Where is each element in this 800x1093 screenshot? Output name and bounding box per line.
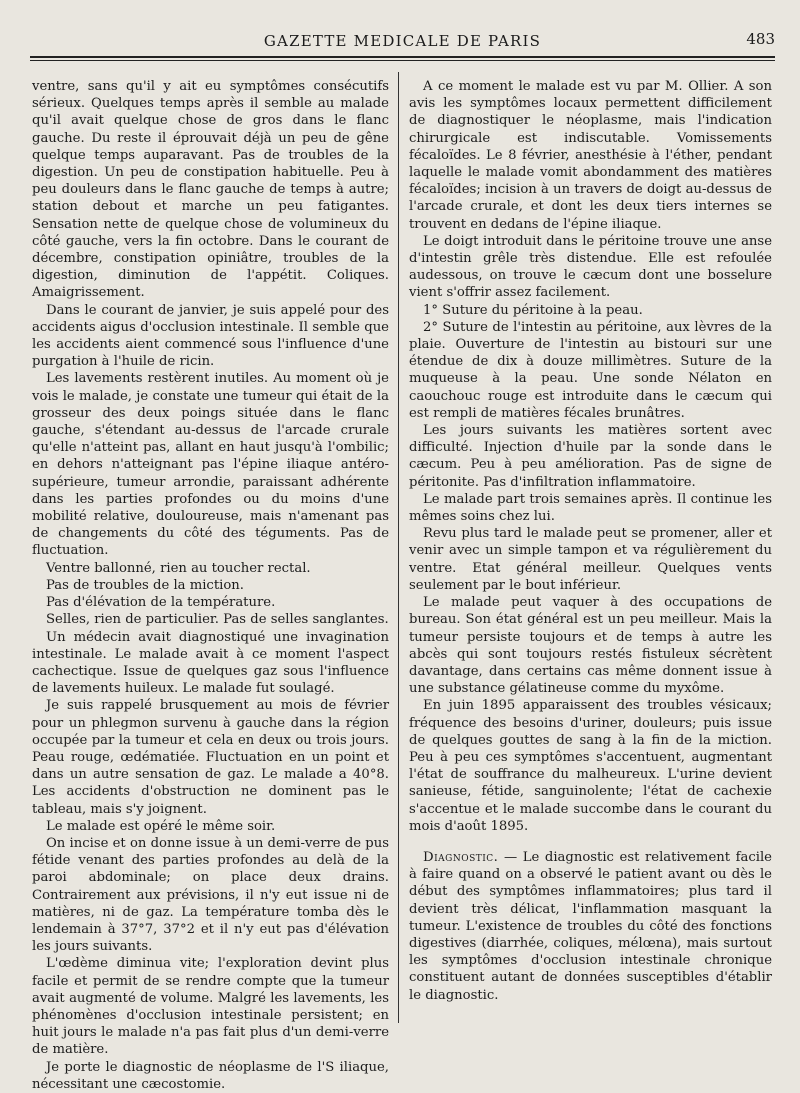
diagnostic-paragraph xyxy=(409,849,772,1004)
paragraph: En juin 1895 apparaissent des troubles vésicaux; fréquence des besoins d'uriner, douleurs; puis issue de quelques gouttes de sang à la fin de la miction. Peu à peu ces symptômes s'accentuent, augmentant l'état de souffrance du malheureux. L'urine devient sanieuse, fétide, sanguinolente; l'état de cachexie s'accentue et le malade succombe dans le courant du mois d'août 1895. xyxy=(409,698,772,834)
page-header xyxy=(30,28,775,50)
paragraph: Le doigt introduit dans le péritoine trouve une anse d'intestin grêle très distendue. Elle est refoulée audessous, on trouve le cæcum dont une bosselure vient s'offrir assez facilement. xyxy=(409,233,772,301)
paragraph: Pas d'élévation de la température. xyxy=(46,595,276,611)
page-number: 483 xyxy=(746,30,775,48)
diagnostic-heading: Diagnostic. xyxy=(423,849,499,865)
left-column xyxy=(32,78,389,1092)
paragraph: Pas de troubles de la miction. xyxy=(46,577,244,593)
paragraph: Un médecin avait diagnostiqué une invagination intestinale. Le malade avait à ce moment l'aspect cachectique. Issue de quelques gaz sous l'influence de lavements huileux. Le malade fut soulagé. xyxy=(32,629,389,697)
paragraph: 2° Suture de l'intestin au péritoine, aux lèvres de la plaie. Ouverture de l'intestin au bistouri sur une étendue de dix à douze millimètres. Suture de la muqueuse à la peau. Une sonde Nélaton en caouchouc rouge est introduite dans le cæcum qui est rempli de matières fécales brunâtres. xyxy=(409,319,772,421)
paragraph: Je porte le diagnostic de néoplasme de l'S iliaque, nécessitant une cæcostomie. xyxy=(32,1059,389,1092)
paragraph: A ce moment le malade est vu par M. Ollier. A son avis les symptômes locaux permettent difficilement de diagnostiquer le néoplasme, mais l'indication chirurgicale est indiscutable. Vomissements fécaloïdes. Le 8 février, anesthésie à l'éther, pendant laquelle le malade vomit abondamment des matières fécaloïdes; incision à un travers de doigt au-dessus de l'arcade crurale, et dont les deux tiers internes se trouvent en dedans de l'épine iliaque. xyxy=(409,79,772,232)
paragraph: Revu plus tard le malade peut se promener, aller et venir avec un simple tampon et va régulièrement du ventre. Etat général meilleur. Quelques vents seulement par le bout inférieur. xyxy=(409,526,772,593)
header-rule-thin xyxy=(30,60,775,61)
right-column xyxy=(409,78,772,1039)
paragraph: 1° Suture du péritoine à la peau. xyxy=(423,302,643,318)
diagnostic-text: — Le diagnostic est relativement facile à faire quand on a observé le patient avant ou dès le début des symptômes inflammatoires; plus tard il devient très délicat, l'inflammation masquant la tumeur. L'existence de troubles du côté des fonctions digestives (diarrhée, coliques, mélœna), mais surtout les symptômes d'occlusion intestinale chronique constituent autant de données susceptibles d'établir le diagnostic. xyxy=(409,849,772,1003)
paragraph: Ventre ballonné, rien au toucher rectal. xyxy=(46,560,311,576)
paragraph: Dans le courant de janvier, je suis appelé pour des accidents aigus d'occlusion intestinale. Il semble que les accidents aient commencé sous l'influence d'une purgation à l'huile de ricin. xyxy=(32,302,389,370)
paragraph: ventre, sans qu'il y ait eu symptômes consécutifs sérieux. Quelques temps après il semble au malade qu'il avait quelque chose de gros dans le flanc gauche. Du reste il éprouvait déjà un peu de gêne quelque temps auparavant. Pas de troubles de la digestion. Un peu de constipation habituelle. Peu à peu douleurs dans le flanc gauche de temps à autre; station debout et marche un peu fatigantes. Sensation nette de quelque chose de volumineux du côté gauche, vers la fin octobre. Dans le courant de décembre, constipation opiniâtre, troubles de la digestion, diminution de l'appétit. Coliques. Amaigrissement. xyxy=(32,79,389,301)
header-rule-thick xyxy=(30,56,775,58)
paragraph: Les jours suivants les matières sortent avec difficulté. Injection d'huile par la sonde dans le cæcum. Peu à peu amélioration. Pas de signe de péritonite. Pas d'infiltration inflammatoire. xyxy=(409,423,772,490)
paragraph: L'œdème diminua vite; l'exploration devint plus facile et permit de se rendre compte que la tumeur avait augmenté de volume. Malgré les lavements, les phénomènes d'occlusion intestinale persistent; en huit jours le malade n'a pas fait plus d'un demi-verre de matière. xyxy=(32,956,389,1058)
paragraph: Je suis rappelé brusquement au mois de février pour un phlegmon survenu à gauche dans la région occupée par la tumeur et cela en deux ou trois jours. Peau rouge, œdématiée. Fluctuation en un point et dans un autre sensation de gaz. Le malade a 40°8. Les accidents d'obstruction ne dominent pas le tableau, mais s'y joignent. xyxy=(32,698,389,817)
journal-title: GAZETTE MEDICALE DE PARIS xyxy=(263,32,542,50)
paragraph: Le malade peut vaquer à des occupations de bureau. Son état général est un peu meilleur. Mais la tumeur persiste toujours et de temps à autre les abcès qui sont toujours restés fistuleux sécrètent davantage, dans certains cas même donnent issue à une substance gélatineuse comme du myxôme. xyxy=(409,595,772,697)
paragraph: Le malade part trois semaines après. Il continue les mêmes soins chez lui. xyxy=(409,491,772,525)
paragraph: Selles, rien de particulier. Pas de selles sanglantes. xyxy=(46,612,389,628)
paragraph: On incise et on donne issue à un demi-verre de pus fétide venant des parties profondes au delà de la paroi abdominale; on place deux drains. Contrairement aux prévisions, il n'y eut issue ni de matières, ni de gaz. La température tomba dès le lendemain à 37°7, 37°2 et il n'y eut pas d'élévation les jours suivants. xyxy=(32,835,389,955)
paragraph: Le malade est opéré le même soir. xyxy=(46,818,276,834)
column-divider xyxy=(398,72,399,1023)
paragraph: Les lavements restèrent inutiles. Au moment où je vois le malade, je constate une tumeur qui était de la grosseur des deux poings située dans le flanc gauche, s'étendant au-dessus de l'arcade crurale qu'elle n'atteint pas, allant en haut jusqu'à l'ombilic; en dehors n'atteignant pas l'épine iliaque antéro-supérieure, tumeur arrondie, paraissant adhérente dans les parties profondes ou du moins d'une mobilité relative, douloureuse, mais n'amenant pas de changements du côté des téguments. Pas de fluctuation. xyxy=(32,371,389,559)
